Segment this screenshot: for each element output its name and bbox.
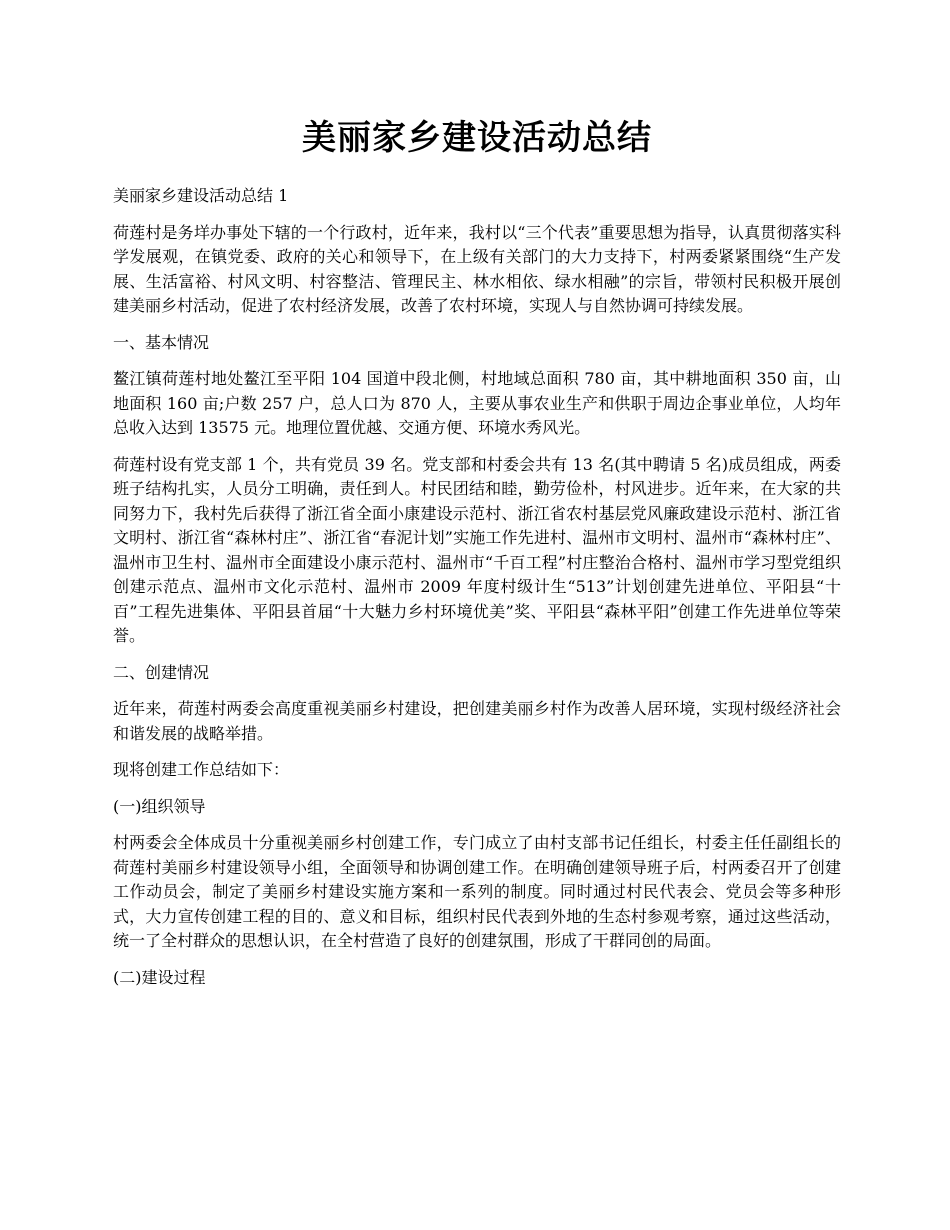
summary-lead-paragraph: 现将创建工作总结如下：	[113, 760, 290, 779]
document-title: 美丽家乡建设活动总结	[302, 118, 652, 158]
creation-intro-paragraph: 近年来，荷莲村两委会高度重视美丽乡村建设，把创建美丽乡村作为改善人居环境，实现村级经济社会和谐发展的战略举措。	[113, 699, 841, 743]
subheading-process: (二)建设过程	[113, 967, 206, 987]
party-honors-paragraph: 荷莲村设有党支部 1 个，共有党员 39 名。党支部和村委会共有 13 名(其中聘请 5 名)成员组成，两委班子结构扎实，人员分工明确，责任到人。村民团结和睦，勤劳俭朴，村风进步。近年来，在大家的共同努力下，我村先后获得了浙江省全面小康建设示范村、浙江省农村基层党风廉政建设示范村、浙江省文明村、浙江省“森林村庄”、浙江省“春泥计划”实施工作先进村、温州市文明村、温州市“森林村庄”、温州市卫生村、温州市全面建设小康示范村、温州市“千百工程”村庄整治合格村、温州市学习型党组织创建示范点、温州市文化示范村、温州市 2009 年度村级计生“513”计划创建先进单位、平阳县“十百”工程先进集体、平阳县首届“十大魅力乡村环境优美”奖、平阳县“森林平阳”创建工作先进单位等荣誉。	[113, 454, 841, 645]
organization-paragraph: 村两委会全体成员十分重视美丽乡村创建工作，专门成立了由村支部书记任组长，村委主任任副组长的荷莲村美丽乡村建设领导小组，全面领导和协调创建工作。在明确创建领导班子后，村两委召开了创建工作动员会，制定了美丽乡村建设实施方案和一系列的制度。同时通过村民代表会、党员会等多种形式，大力宣传创建工程的目的、意义和目标，组织村民代表到外地的生态村参观考察，通过这些活动，统一了全村群众的思想认识，在全村营造了良好的创建氛围，形成了干群同创的局面。	[113, 833, 841, 950]
document-page	[113, 112, 841, 1002]
section-heading-basic: 一、基本情况	[113, 332, 210, 352]
intro-paragraph: 荷莲村是务垟办事处下辖的一个行政村，近年来，我村以“三个代表”重要思想为指导，认真贯彻落实科学发展观，在镇党委、政府的关心和领导下，在上级有关部门的大力支持下，村两委紧紧围绕“生产发展、生活富裕、村风文明、村容整洁、管理民主、林水相依、绿水相融”的宗旨，带领村民积极开展创建美丽乡村活动，促进了农村经济发展，改善了农村环境，实现人与自然协调可持续发展。	[113, 222, 841, 315]
subheading-organization: (一)组织领导	[113, 796, 206, 816]
section-heading-creation: 二、创建情况	[113, 662, 210, 682]
basic-info-paragraph: 鳌江镇荷莲村地处鳌江至平阳 104 国道中段北侧，村地域总面积 780 亩，其中耕地面积 350 亩，山地面积 160 亩;户数 257 户，总人口为 870 人，主要从事农业生产和供职于周边企事业单位，人均年总收入达到 13575 元。地理位置优越、交通方便、环境水秀风光。	[113, 369, 841, 437]
doc-subtitle: 美丽家乡建设活动总结 1	[113, 186, 289, 205]
